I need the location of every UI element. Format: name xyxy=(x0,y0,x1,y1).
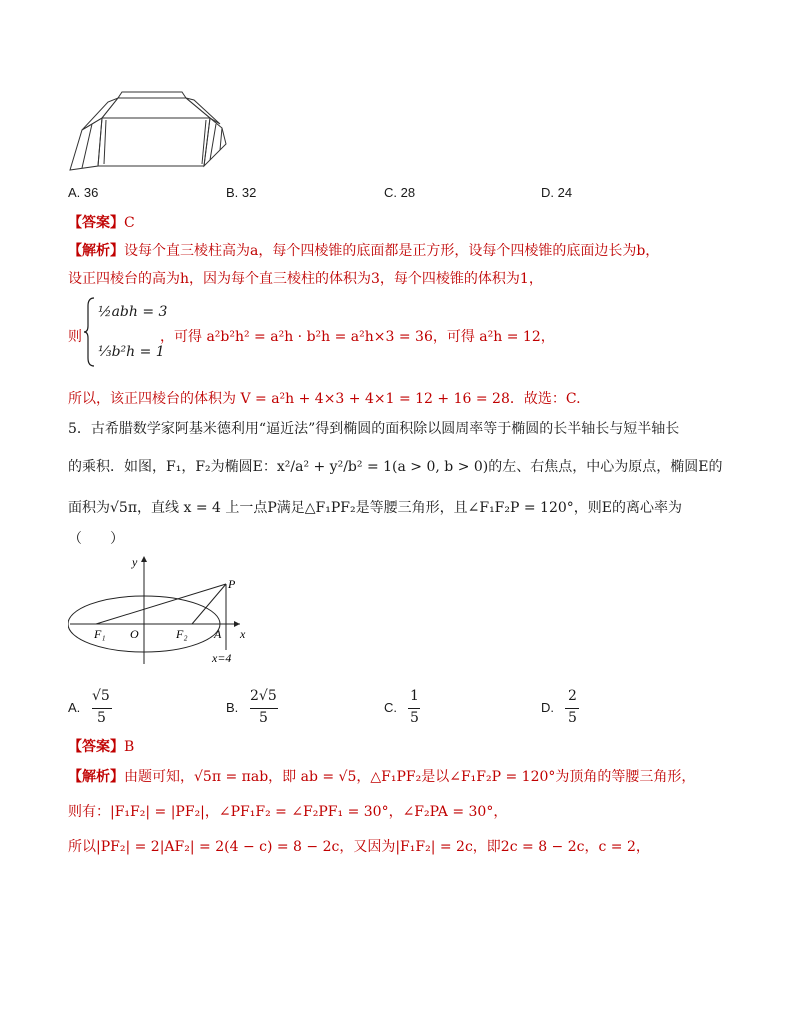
system-eq2: ⅓b²h = 1 xyxy=(98,344,165,360)
fraction-denominator: 5 xyxy=(568,710,577,726)
q5-analysis-line3: 所以|PF₂| = 2|AF₂| = 2(4 − c) = 8 − 2c，又因为|F₁F₂| = 2c，即2c = 8 − 2c，c = 2， xyxy=(68,839,650,855)
fraction-denominator: 5 xyxy=(259,710,268,726)
q4-system-result: ，可得 a²b²h² = a²h · b²h = a²h×3 = 36，可得 a²h = 12， xyxy=(160,329,555,345)
system-brace xyxy=(84,296,96,368)
fraction-bar xyxy=(92,708,112,709)
q5-option-b xyxy=(226,688,306,728)
answer-tag: 【答案】 xyxy=(68,215,124,231)
answer-value: B xyxy=(124,739,135,755)
option-label: B. xyxy=(226,700,239,715)
analysis-text: 设每个直三棱柱高为a，每个四棱锥的底面都是正方形，设每个四棱锥的底面边长为b， xyxy=(124,243,660,259)
q5-option-c xyxy=(384,688,464,728)
q5-stem-line3: 面积为√5π，直线 x = 4 上一点P满足△F₁PF₂是等腰三角形，且∠F₁F₂P = 120°，则E的离心率为 xyxy=(68,500,682,516)
label-a: A xyxy=(214,627,222,641)
q4-analysis-line1 xyxy=(68,240,659,260)
frustum-figure xyxy=(68,88,228,176)
fraction-bar xyxy=(565,708,579,709)
q4-answer xyxy=(68,212,135,232)
q4-option-d: D. 24 xyxy=(541,185,573,200)
q4-option-a: A. 36 xyxy=(68,185,99,200)
q5-option-a xyxy=(68,688,148,728)
fraction-numerator: 2√5 xyxy=(250,688,277,704)
q4-option-b: B. 32 xyxy=(226,185,257,200)
q4-option-c: C. 28 xyxy=(384,185,416,200)
answer-tag: 【答案】 xyxy=(68,739,124,755)
segment-f1p xyxy=(96,584,226,624)
label-f2: F₂ xyxy=(176,627,188,641)
label-p: P xyxy=(228,577,236,591)
label-f1: F₁ xyxy=(94,627,106,641)
q4-analysis-line2: 设正四棱台的高为h，因为每个直三棱柱的体积为3，每个四棱锥的体积为1， xyxy=(68,271,543,287)
option-label: A. xyxy=(68,700,81,715)
label-x: x xyxy=(240,627,246,641)
q5-stem-line2: 的乘积．如图，F₁，F₂为椭圆E：x²/a² + y²/b² = 1(a > 0, b > 0)的左、右焦点，中心为原点，椭圆E的 xyxy=(68,459,723,475)
ellipse-figure xyxy=(68,552,258,668)
system-eq1: ½abh = 3 xyxy=(98,304,168,320)
fraction-numerator: 1 xyxy=(410,688,419,704)
q5-answer xyxy=(68,736,134,756)
q5-analysis-line1 xyxy=(68,766,695,786)
analysis-tag: 【解析】 xyxy=(68,769,124,785)
q5-stem-line4: （ ） xyxy=(68,531,124,547)
option-label: D. xyxy=(541,700,554,715)
option-label: C. xyxy=(384,700,397,715)
label-y: y xyxy=(132,555,138,569)
label-line-x4: x=4 xyxy=(212,651,232,665)
answer-value: C xyxy=(124,215,135,231)
label-o: O xyxy=(130,627,139,641)
q5-analysis-line2: 则有：|F₁F₂| = |PF₂|，∠PF₁F₂ = ∠F₂PF₁ = 30°，∠F₂PA = 30°， xyxy=(68,804,508,820)
fraction-bar xyxy=(408,708,420,709)
fraction-numerator: 2 xyxy=(568,688,577,704)
analysis-text: 由题可知，√5π = πab，即 ab = √5，△F₁PF₂是以∠F₁F₂P = 120°为顶角的等腰三角形， xyxy=(124,769,696,785)
q4-conclusion: 所以，该正四棱台的体积为 V = a²h + 4×3 + 4×1 = 12 + 16 = 28．故选：C. xyxy=(68,391,581,407)
fraction-bar xyxy=(250,708,278,709)
fraction-denominator: 5 xyxy=(410,710,419,726)
q4-system-prefix: 则 xyxy=(68,329,82,345)
fraction-denominator: 5 xyxy=(97,710,106,726)
q5-stem-line1: 5．古希腊数学家阿基米德利用“逼近法”得到椭圆的面积除以圆周率等于椭圆的长半轴长与短半轴长 xyxy=(68,421,680,437)
analysis-tag: 【解析】 xyxy=(68,243,124,259)
fraction-numerator: √5 xyxy=(92,688,110,704)
q5-option-d xyxy=(541,688,621,728)
